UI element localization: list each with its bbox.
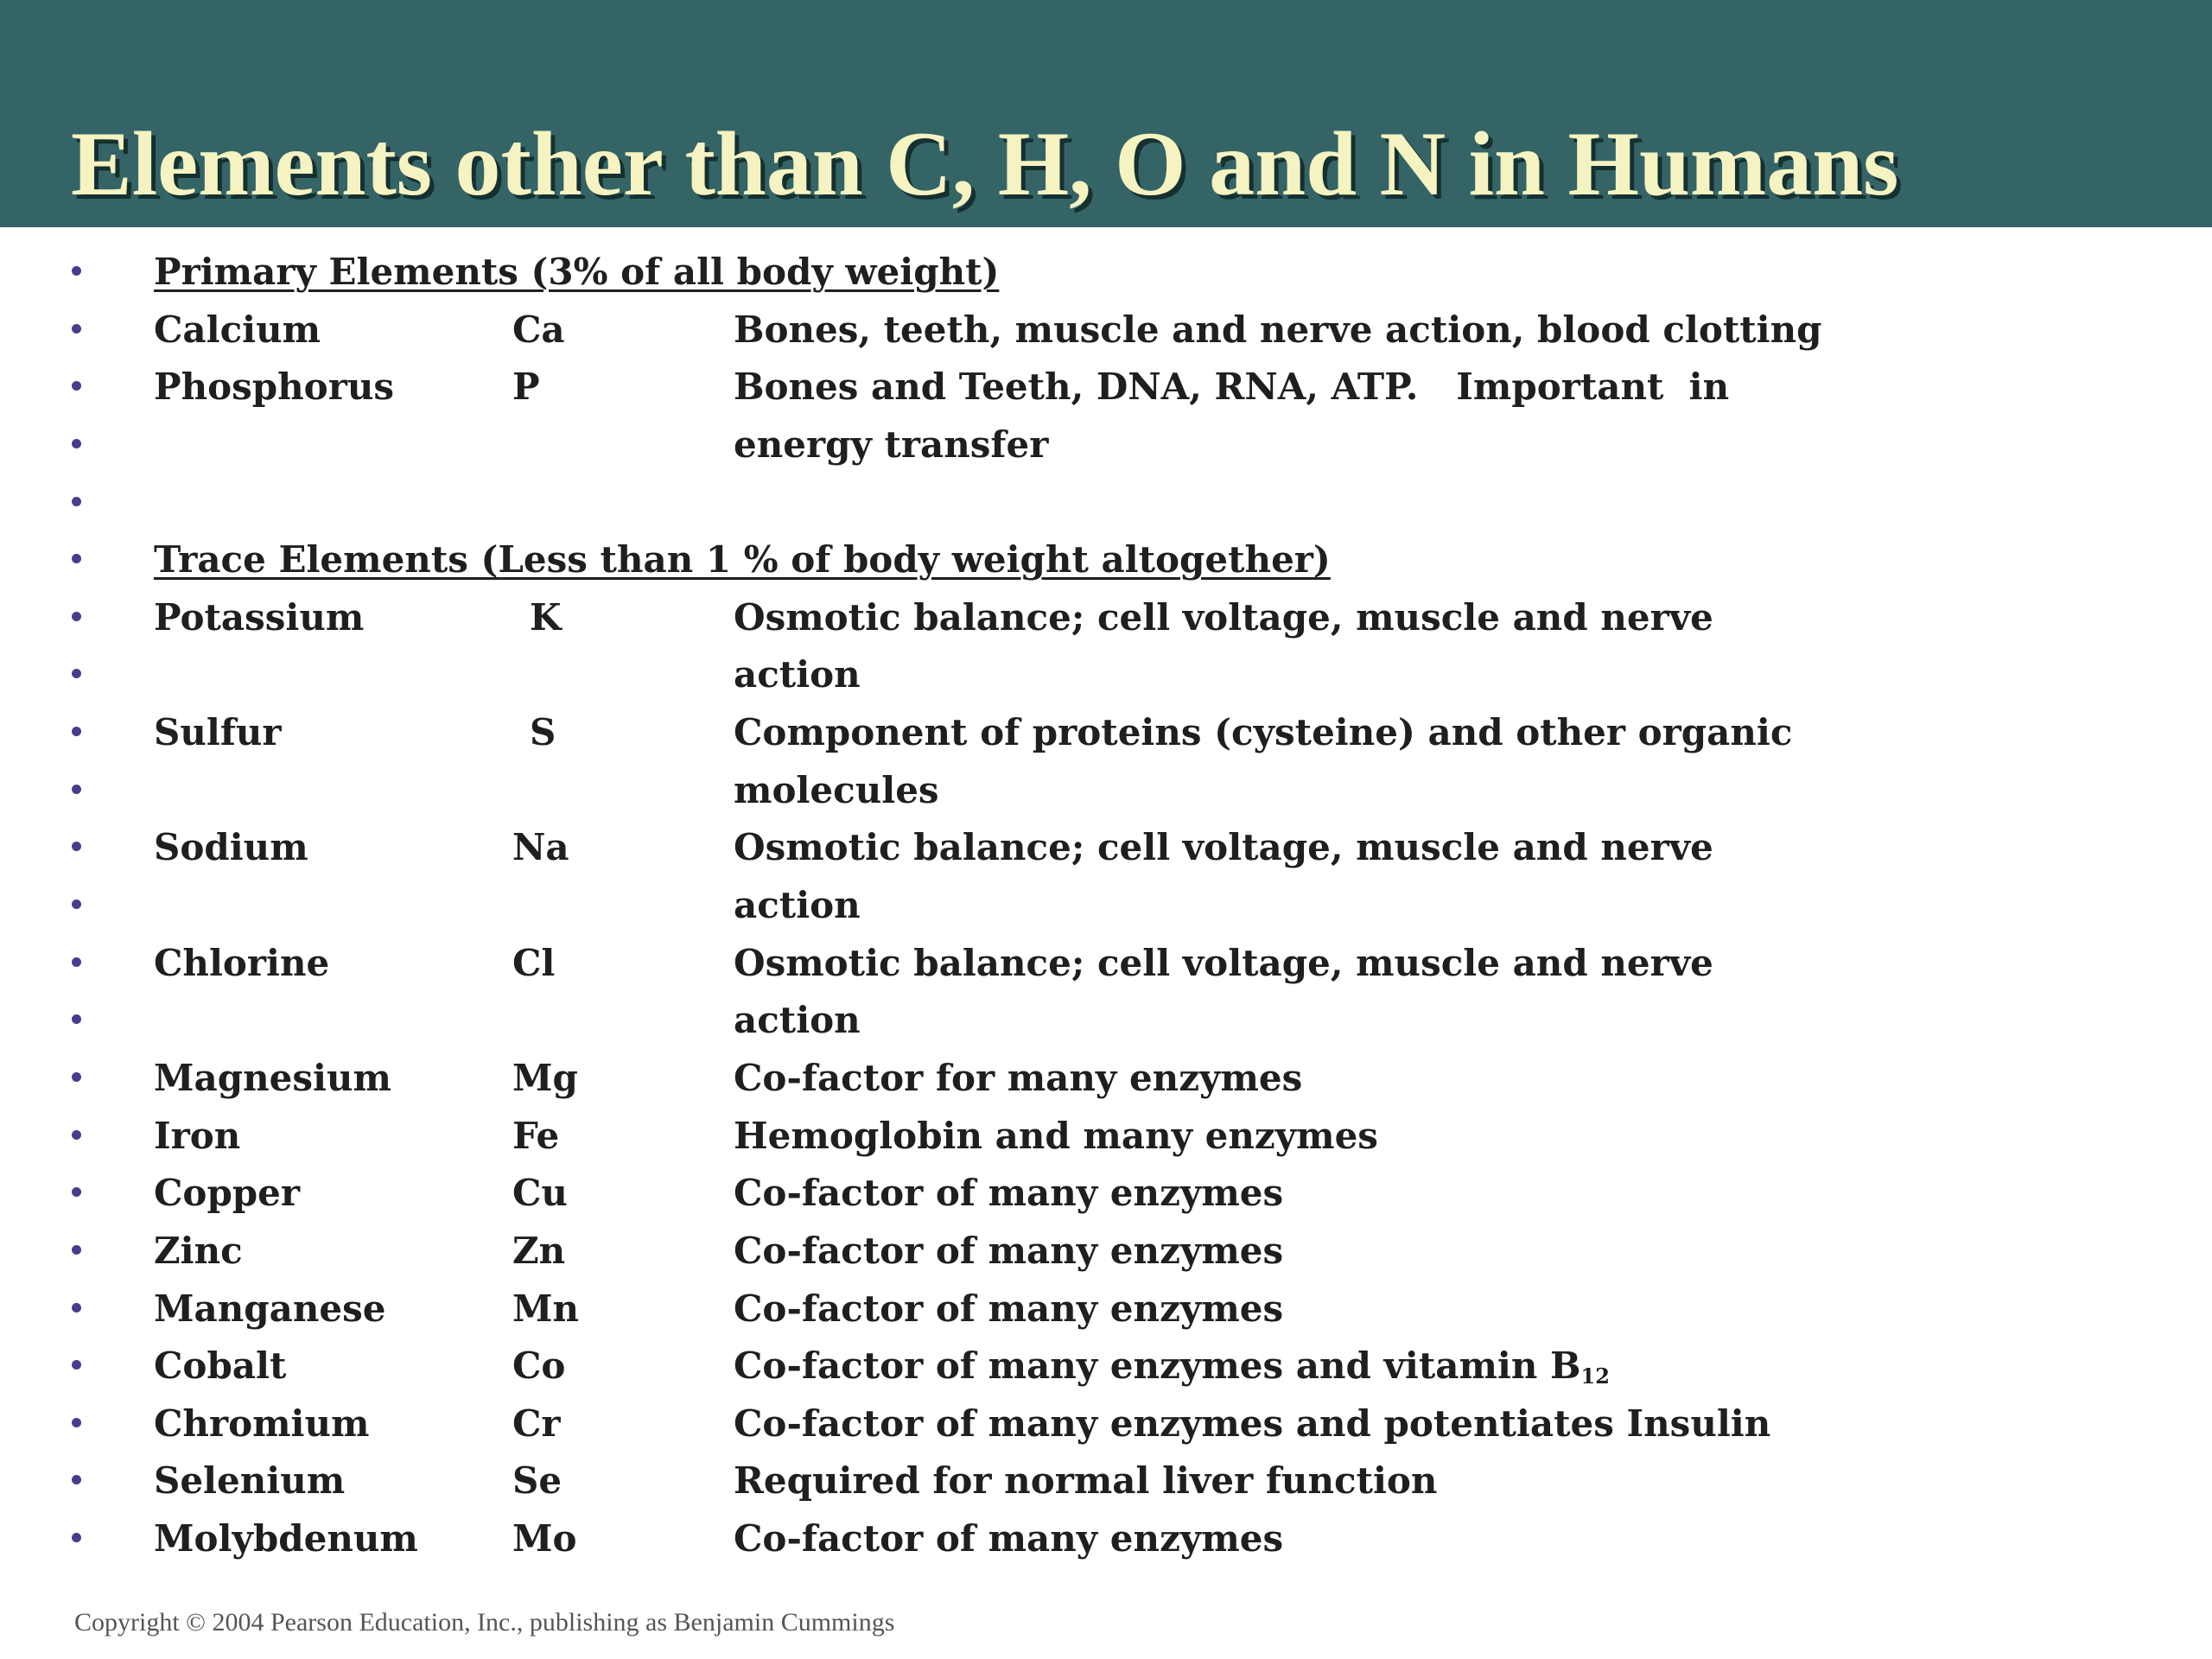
element-description: Osmotic balance; cell voltage, muscle and nerve	[734, 595, 1713, 639]
element-description: Co-factor of many enzymes	[734, 1517, 1284, 1560]
bullet-icon	[72, 1014, 81, 1024]
bullet-icon	[72, 842, 81, 851]
bullet-icon	[72, 1360, 81, 1370]
element-description: Co-factor for many enzymes	[734, 1056, 1303, 1099]
element-description-cont: molecules	[734, 768, 939, 811]
list-item	[0, 877, 2212, 935]
bullet-icon	[72, 612, 81, 621]
list-item	[0, 359, 2212, 416]
element-description: Osmotic balance; cell voltage, muscle and nerve	[734, 941, 1713, 984]
list-item	[0, 1510, 2212, 1568]
element-description: Co-factor of many enzymes	[734, 1172, 1284, 1215]
element-description-cont: energy transfer	[734, 423, 1049, 466]
list-item	[0, 302, 2212, 359]
element-name: Copper	[154, 1172, 301, 1215]
list-item	[0, 646, 2212, 704]
element-list	[0, 244, 2212, 1568]
element-description: Hemoglobin and many enzymes	[734, 1114, 1378, 1157]
bullet-icon	[72, 1130, 81, 1140]
list-item	[0, 1452, 2212, 1510]
element-description: Co-factor of many enzymes	[734, 1287, 1284, 1330]
bullet-icon	[72, 381, 81, 391]
bullet-icon	[72, 1533, 81, 1542]
element-description-cont: action	[734, 653, 861, 696]
element-symbol: Mn	[512, 1287, 580, 1330]
element-name: Chromium	[154, 1402, 370, 1445]
element-symbol: Fe	[512, 1114, 560, 1157]
bullet-icon	[72, 1418, 81, 1427]
element-name: Calcium	[154, 308, 321, 351]
section-heading: Trace Elements (Less than 1 % of body weight altogether)	[154, 538, 1331, 582]
element-symbol: K	[530, 595, 562, 639]
list-item	[0, 1223, 2212, 1281]
element-name: Magnesium	[154, 1056, 391, 1099]
element-symbol: Se	[512, 1459, 563, 1503]
bullet-icon	[72, 1187, 81, 1197]
bullet-icon	[72, 1245, 81, 1255]
element-name: Manganese	[154, 1287, 386, 1330]
list-item	[0, 1050, 2212, 1108]
list-item	[0, 819, 2212, 877]
bullet-icon	[72, 1303, 81, 1313]
element-name: Selenium	[154, 1459, 346, 1503]
element-symbol: S	[530, 711, 556, 754]
element-symbol: Mo	[512, 1517, 577, 1560]
slide-title: Elements other than C, H, O and N in Humans	[71, 113, 1899, 214]
element-symbol: Cu	[512, 1172, 568, 1215]
bullet-icon	[72, 266, 81, 276]
subscript: 12	[1580, 1363, 1610, 1389]
element-description: Co-factor of many enzymes and vitamin $B_{12}$	[734, 1344, 1610, 1389]
element-description-cont: action	[734, 999, 861, 1042]
bullet-icon	[72, 497, 81, 506]
element-symbol: Cr	[512, 1402, 561, 1445]
bullet-icon	[72, 439, 81, 448]
bullet-icon	[72, 727, 81, 736]
title-bar	[0, 0, 2212, 227]
element-name: Phosphorus	[154, 365, 395, 409]
bullet-icon	[72, 1475, 81, 1484]
bullet-icon	[72, 669, 81, 678]
element-description: Component of proteins (cysteine) and other organic	[734, 711, 1793, 754]
copyright-notice: Copyright © 2004 Pearson Education, Inc., publishing as Benjamin Cummings	[74, 1608, 895, 1637]
element-name: Zinc	[154, 1229, 243, 1272]
element-description: Bones and Teeth, DNA, RNA, ATP. Important in	[734, 365, 1730, 409]
element-symbol: Co	[512, 1344, 566, 1388]
element-description: Co-factor of many enzymes and potentiates Insulin	[734, 1402, 1771, 1445]
element-symbol: P	[512, 365, 540, 409]
element-symbol: Ca	[512, 308, 565, 351]
element-name: Chlorine	[154, 941, 330, 984]
element-symbol: Na	[512, 826, 569, 869]
list-item	[0, 474, 2212, 532]
list-item	[0, 589, 2212, 647]
element-symbol: Mg	[512, 1056, 578, 1099]
list-item	[0, 416, 2212, 474]
bullet-icon	[72, 1072, 81, 1082]
list-item	[0, 531, 2212, 589]
list-item	[0, 1338, 2212, 1395]
list-item	[0, 1281, 2212, 1338]
list-item	[0, 762, 2212, 820]
element-symbol: Cl	[512, 941, 556, 984]
element-description: Osmotic balance; cell voltage, muscle and nerve	[734, 826, 1713, 869]
bullet-icon	[72, 324, 81, 334]
section-heading: Primary Elements (3% of all body weight)	[154, 251, 1000, 293]
list-item	[0, 244, 2212, 302]
bullet-icon	[72, 785, 81, 794]
list-item	[0, 935, 2212, 993]
list-item	[0, 992, 2212, 1050]
bullet-icon	[72, 554, 81, 563]
element-symbol: Zn	[512, 1229, 566, 1272]
list-item	[0, 1165, 2212, 1223]
element-name: Sodium	[154, 826, 308, 869]
element-name: Molybdenum	[154, 1517, 418, 1560]
element-description-cont: action	[734, 884, 861, 927]
element-name: Iron	[154, 1114, 241, 1157]
element-description: Bones, teeth, muscle and nerve action, blood clotting	[734, 308, 1822, 351]
element-description: Co-factor of many enzymes	[734, 1229, 1284, 1272]
element-name: Cobalt	[154, 1344, 287, 1388]
element-name: Potassium	[154, 595, 365, 639]
list-item	[0, 1395, 2212, 1453]
element-description: Required for normal liver function	[734, 1459, 1438, 1503]
list-item	[0, 1108, 2212, 1166]
element-name: Sulfur	[154, 711, 282, 754]
bullet-icon	[72, 899, 81, 909]
list-item	[0, 704, 2212, 762]
bullet-icon	[72, 957, 81, 967]
